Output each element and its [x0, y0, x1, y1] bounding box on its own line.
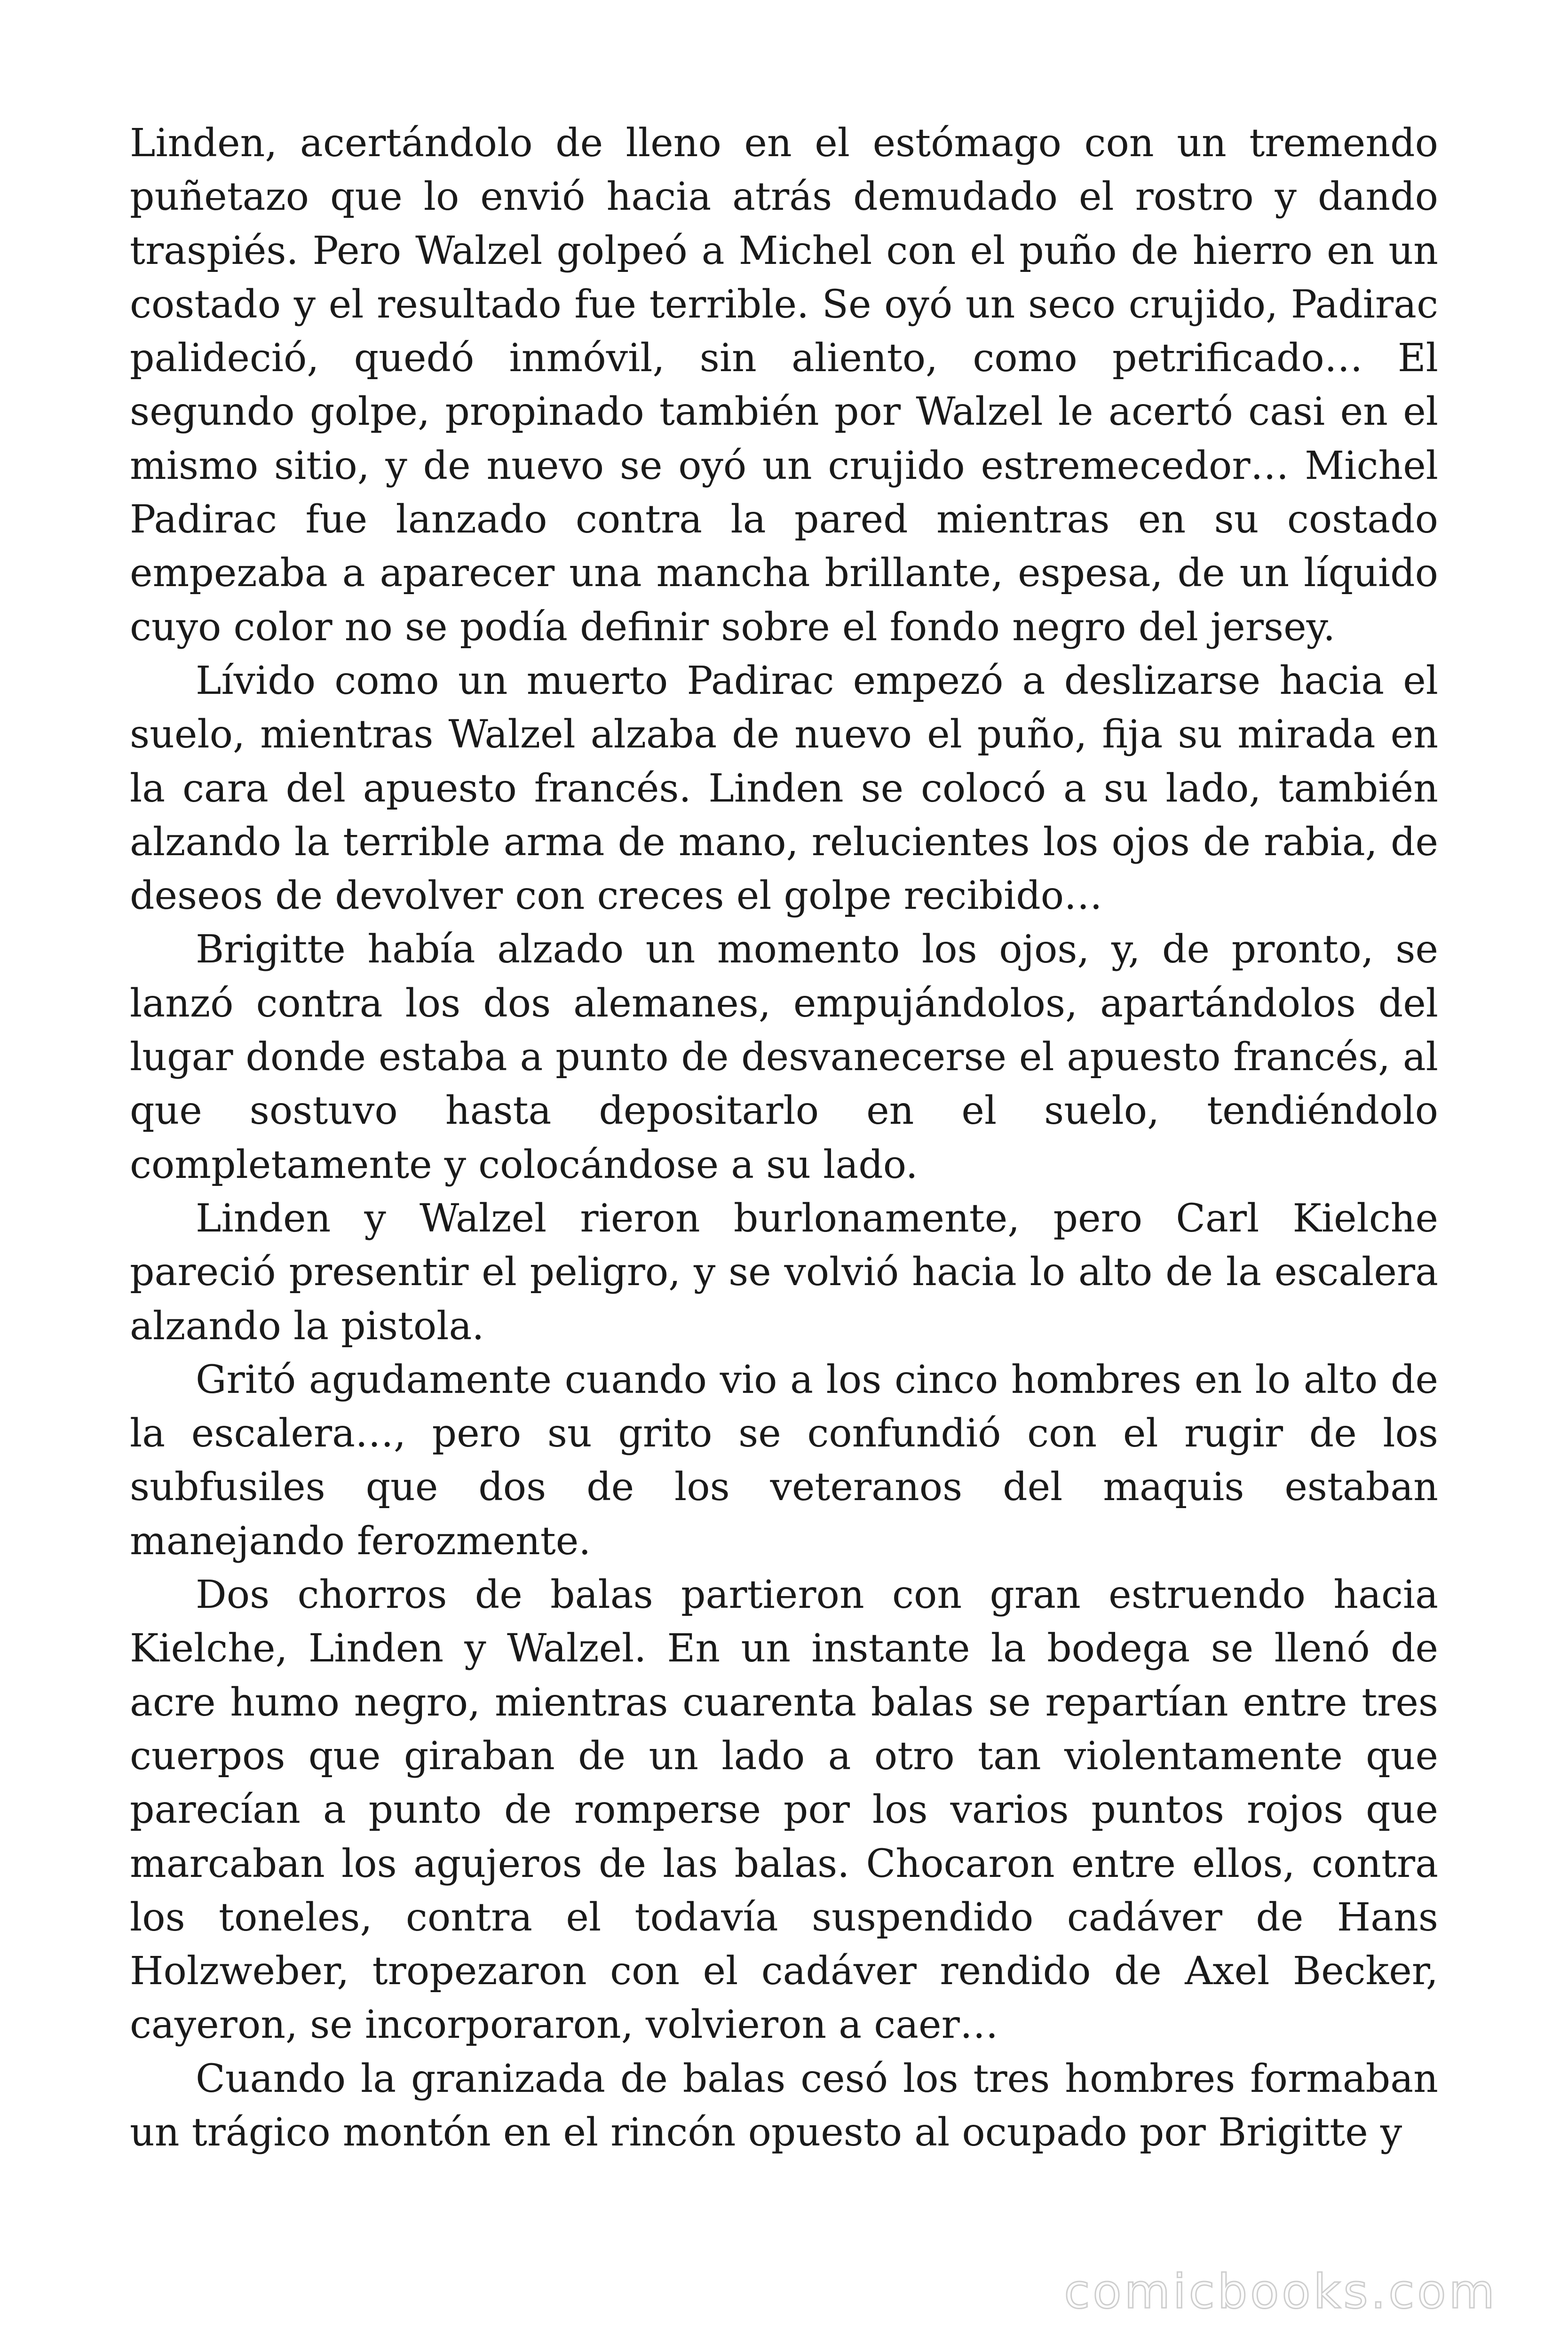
- paragraph-6: Dos chorros de balas partieron con gran estruendo hacia Kielche, Linden y Walzel. En un instante la bodega se llenó de acre humo negro, mientras cuarenta balas se repartían entre tres cuerpos que giraban de un lado a otro tan violentamente que parecían a punto de romperse por los varios puntos rojos que marcaban los agujeros de las balas. Chocaron entre ellos, contra los toneles, contra el todavía suspendido cadáver de Hans Holzweber, tropezaron con el cadáver rendido de Axel Becker, cayeron, se incorporaron, volvieron a caer…: [130, 1573, 1438, 2048]
- paragraph-1: Linden, acertándolo de lleno en el estómago con un tremendo puñetazo que lo envió hacia atrás demudado el rostro y dando traspiés. Pero Walzel golpeó a Michel con el puño de hierro en un costado y el resultado fue terrible. Se oyó un seco crujido, Padirac palideció, quedó inmóvil, sin aliento, como petrificado… El segundo golpe, propinado también por Walzel le acertó casi en el mismo sitio, y de nuevo se oyó un crujido estremecedor… Michel Padirac fue lanzado contra la pared mientras en su costado empezaba a aparecer una mancha brillante, espesa, de un líquido cuyo color no se podía definir sobre el fondo negro del jersey.: [130, 121, 1438, 650]
- paragraph-5: Gritó agudamente cuando vio a los cinco hombres en lo alto de la escalera…, pero su grito se confundió con el rugir de los subfusiles que dos de los veteranos del maquis estaban manejando ferozmente.: [130, 1357, 1438, 1564]
- paragraph-4: Linden y Walzel rieron burlonamente, pero Carl Kielche pareció presentir el peligro, y se volvió hacia lo alto de la escalera alzando la pistola.: [130, 1196, 1438, 1349]
- watermark: comicbooks.com: [1064, 2264, 1497, 2319]
- document-page: [130, 117, 1438, 2160]
- paragraph-3: Brigitte había alzado un momento los ojos, y, de pronto, se lanzó contra los dos alemanes, empujándolos, apartándolos del lugar donde estaba a punto de desvanecerse el apuesto francés, al que sostuvo hasta depositarlo en el suelo, tendiéndolo completamente y colocándose a su lado.: [130, 927, 1438, 1187]
- paragraph-2: Lívido como un muerto Padirac empezó a deslizarse hacia el suelo, mientras Walzel alzaba de nuevo el puño, fija su mirada en la cara del apuesto francés. Linden se colocó a su lado, también alzando la terrible arma de mano, relucientes los ojos de rabia, de deseos de devolver con creces el golpe recibido…: [130, 658, 1438, 919]
- paragraph-7: Cuando la granizada de balas cesó los tres hombres formaban un trágico montón en el rincón opuesto al ocupado por Brigitte y: [130, 2056, 1438, 2155]
